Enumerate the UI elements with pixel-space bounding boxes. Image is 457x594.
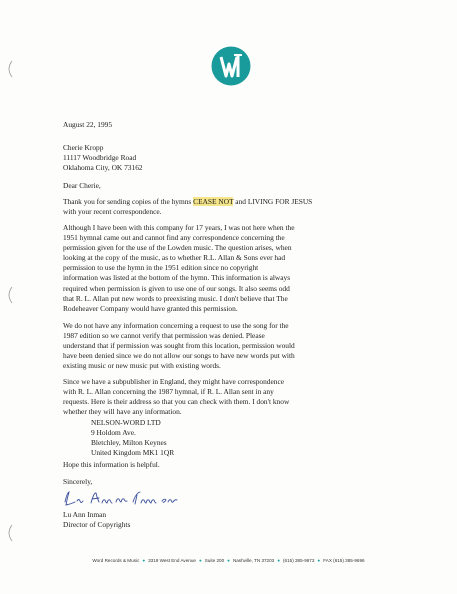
footer-street: 3319 West End Avenue	[148, 558, 196, 563]
para1-text: and LIVING FOR JESUS	[233, 197, 313, 206]
word-logo-icon	[211, 46, 251, 86]
footer-suite: Suite 200	[204, 558, 225, 563]
address-line: NELSON-WORD LTD	[91, 418, 161, 427]
recipient-street: 11117 Woodbridge Road	[63, 153, 137, 163]
recipient-city: Oklahoma City, OK 73162	[63, 163, 143, 173]
footer-company: Word Records & Music	[92, 558, 140, 563]
letter-date: August 22, 1995	[63, 120, 113, 129]
paragraph-line: Although I have been with this company for 17 years, I was not here when the	[63, 223, 295, 232]
sign-off: Sincerely,	[63, 477, 93, 486]
punch-hole-mark	[5, 60, 15, 78]
paragraph-thanks	[63, 197, 312, 217]
address-line: United Kingdom MK1 1QR	[91, 448, 175, 458]
handwritten-signature	[61, 489, 191, 509]
subpublisher-address	[91, 418, 174, 458]
paragraph-line: information was listed at the bottom of the hymn. This information is always	[63, 273, 291, 283]
paragraph-line: existing music or new music put with existing words.	[63, 361, 221, 371]
para1-line: with your recent correspondence.	[63, 207, 162, 217]
bullet-icon: ●	[227, 558, 230, 563]
address-line: Bletchley, Milton Keynes	[91, 438, 167, 448]
bullet-icon: ●	[317, 558, 321, 563]
punch-hole-mark	[5, 286, 15, 304]
paragraph-line: looking at the copy of the music, as to whether R.L. Allan & Sons ever had	[63, 253, 286, 263]
paragraph-line: have been denied since we do not allow our songs to have new words put with	[63, 351, 295, 361]
paragraph-line: permission given for the use of the Lowden music. The question arises, when	[63, 243, 292, 253]
paragraph-line: with R. L. Allan concerning the 1987 hymnal, if R. L. Allan sent in any	[63, 387, 274, 397]
paragraph-line: 1987 edition so we cannot verify that permission was denied. Please	[63, 331, 265, 341]
signer-block	[63, 510, 130, 530]
paragraph-line: permission to use the hymn in the 1951 edition since no copyright	[63, 263, 259, 273]
paragraph-line: that R. L. Allan put new words to preexisting music. I don't believe that The	[63, 293, 288, 303]
bullet-icon: ●	[277, 558, 280, 563]
paragraph-line: We do not have any information concerning a request to use the song for the	[63, 321, 289, 330]
paragraph-subpublisher	[63, 377, 289, 417]
footer-city: Nashville, TN 37203	[232, 558, 275, 563]
bullet-icon: ●	[142, 558, 146, 563]
salutation: Dear Cherie,	[63, 181, 101, 190]
paragraph-permission	[63, 321, 295, 371]
paragraph-line: whether they will have any information.	[63, 407, 182, 417]
paragraph-line: Rodeheaver Company would have granted this permission.	[63, 303, 238, 313]
signer-title: Director of Copyrights	[63, 520, 131, 530]
paragraph-history	[63, 223, 295, 314]
para1-text: Thank you for sending copies of the hymns	[63, 197, 194, 206]
footer-fax: FAX (615) 385-9696	[323, 558, 365, 563]
punch-hole-mark	[5, 524, 15, 542]
paragraph-line: understand that if permission was sought from this location, permission would	[63, 341, 295, 351]
recipient-address	[63, 143, 143, 173]
paragraph-line: requests. Here is their address so that you can check with them. I don't know	[63, 397, 290, 407]
signer-name: Lu Ann Inman	[63, 510, 107, 519]
paragraph-line: required when permission is given to use one of our songs. It also seems odd	[63, 283, 290, 293]
footer-phone: (615) 385-9673	[283, 558, 315, 563]
paragraph-line: 1951 hymnal came out and cannot find any correspondence concerning the	[63, 233, 285, 243]
paragraph-line: Since we have a subpublisher in England, they might have correspondence	[63, 377, 285, 386]
highlighted-hymn-title: CEASE NOT	[193, 197, 234, 206]
closing-line: Hope this information is helpful.	[63, 460, 160, 469]
recipient-name: Cherie Kropp	[63, 143, 104, 152]
letterhead-footer	[0, 558, 457, 563]
bullet-icon: ●	[198, 558, 202, 563]
address-line: 9 Holdom Ave.	[91, 428, 136, 438]
